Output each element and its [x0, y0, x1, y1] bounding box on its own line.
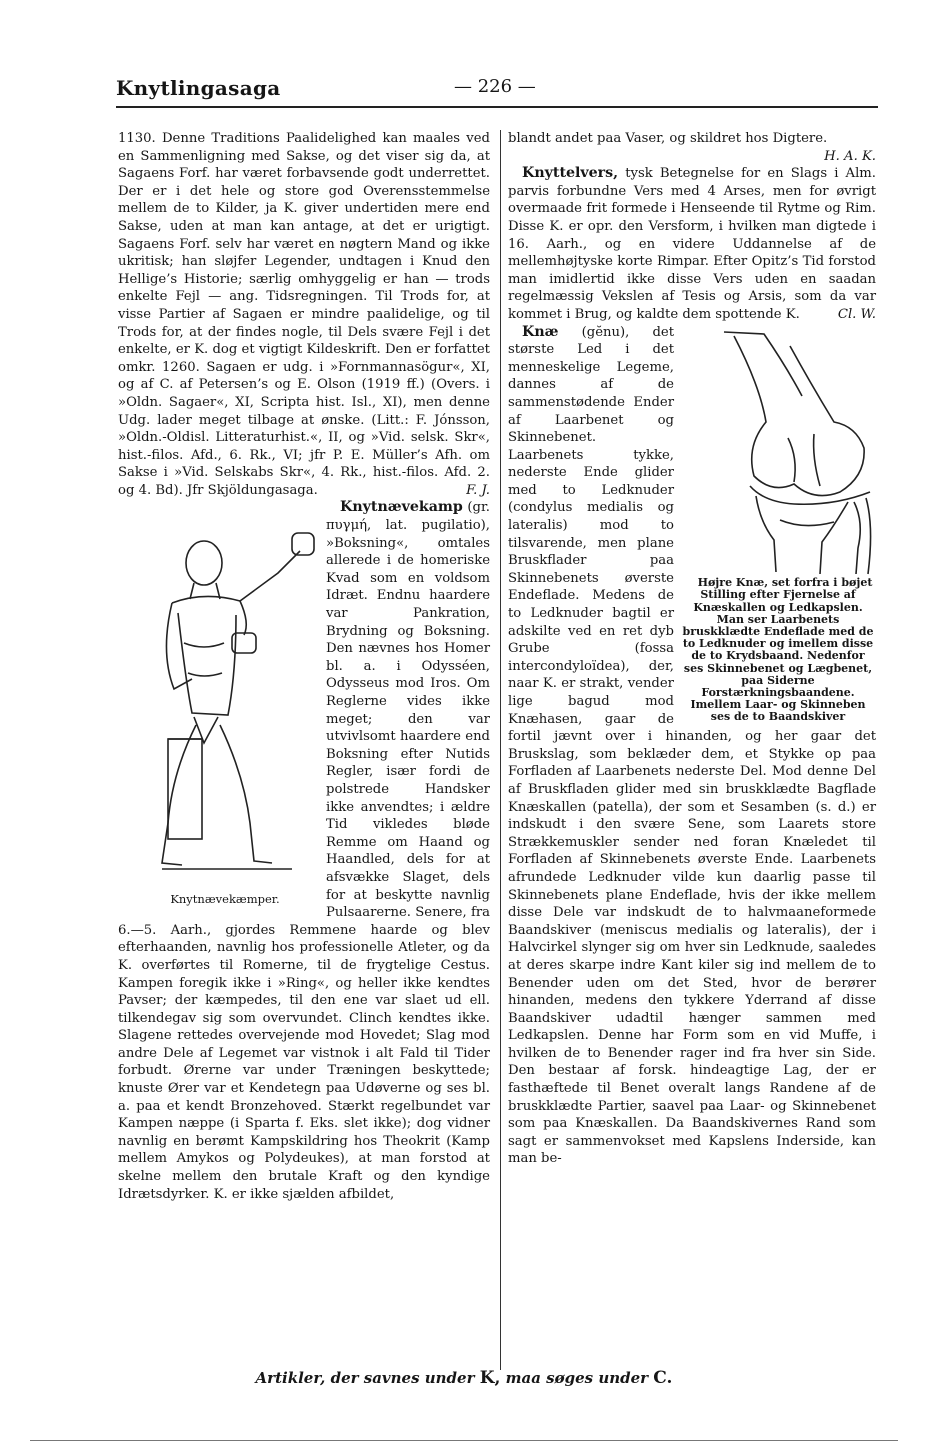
keyword-knytnaevekamp: Knytnævekamp	[340, 499, 463, 516]
article-knytlingasaga-end: 1130. Denne Traditions Paalidelighed kan maales ved en Sammenligning med Sakse, og det viser sig da, at Sagaens Forf. har været forbavsende godt underrettet. Der er i det hele og store god Overensstemmelse mellem de to Kilder, ja K. giver undertiden mere end Sakse, uden at man kan antage, at det er urigtigt. Sagaens Forf. selv har været en nøgtern Mand og ikke ukritisk; han sløjfer Legender, undtagen i Knud den Hellige’s Historie; særlig omhyggelig er han — trods enkelte Fejl — ang. Tidsregningen. Til Trods for, at visse Partier af Sagaen er mindre paalidelige, og til Trods for, at der findes nogle, til Dels svære Fejl i det enkelte, er K. dog et vigtigt Kildeskrift. Den er forfattet omkr. 1260. Sagaen er udg. i »Fornmannasögur«, XI, og af C. af Petersen’s og E. Olson (1919 ff.) (Overs. i »Oldn. Sagaer«, XI, Scripta hist. Isl., XI), men denne Udg. lader meget tilbage at ønske. (Litt.: F. Jónsson, »Oldn.-Oldisl. Litteraturhist.«, II, og »Vid. selsk. Skr«, hist.-filos. Afd., 6. Rk., VI; jfr P. E. Müller’s Afh. om Sakse i »Vid. Selskabs Skr«, 4. Rk., hist.-filos. Afd. 2. og 4. Bd). Jfr Skjöldungasaga. F. J.	[118, 131, 490, 498]
continuation-text: blandt andet paa Vaser, og skildret hos Digtere. H. A. K.	[508, 131, 876, 164]
header-title: Knytlingasaga	[116, 76, 281, 100]
right-column	[508, 130, 876, 1168]
header-rule	[116, 106, 878, 108]
column-divider	[500, 130, 501, 1370]
running-header	[116, 76, 876, 106]
article-knyttelvers: Knyttelvers, tysk Betegnelse for en Slags i Alm. parvis forbundne Vers med 4 Arses, men for øvrigt overmaade frit formede i Henseende til Rytme og Rim. Disse K. er opr. den Versform, i hvilken man digtede i 16. Aarh., og en videre Uddannelse af de mellemhøjtyske korte Rimpar. Efter Opitz’s Tid forstod man imidlertid ikke disse Vers uden en saadan regelmæssig Vekslen af Tesis og Arsis, som da var kommet i Brug, og kaldte dem spottende K. Cl. W.	[508, 165, 876, 322]
keyword-knyttelvers: Knyttelvers,	[522, 165, 619, 182]
article-knytnaevekamp: Knytnævekæmper. Knytnævekamp (gr. πυγμή, lat. pugilatio), »Boksning«, omtales allerede i de homeriske Kvad som en voldsom Idræt. Endnu haardere var Pankration, Brydning og Boksning. Den nævnes hos Homer bl. a. i Odysséen, Odysseus mod Iros. Om Reglerne vides ikke meget; den var utvivlsomt haardere end Boksning efter Nutids Regler, især fordi de polstrede Handsker ikke anvendtes; i ældre Tid vikledes bløde Remme om Haand og Haandled, dels for at afsvække Slaget, dels for at beskytte navnlig Pulsaarerne. Senere, fra 6.—5. Aarh., gjordes Remmene haarde og blev efterhaanden, navnlig hos professionelle Atleter, og da K. overførtes til Romerne, til de frygtelige Cestus. Kampen foregik ikke i »Ring«, og heller ikke kendtes Pavser; der kæmpedes, til den ene var slaet ud ell. tilkendegav sig som overvundet. Clinch kendtes ikke. Slagene rettedes overvejende mod Hovedet; Slag mod andre Dele af Legemet var vistnok i alt Fald til Tider forbudt. Ørerne var under Træningen beskyttede; knuste Ører var et Kendetegn paa Udøverne og ses bl. a. paa et kendt Bronzehoved. Stærkt regelbundet var Kampen næppe (i Sparta f. Eks. slet ikke); dog vidner navnlig en berømt Kampskildring hos Theokrit (Kamp mellem Amykos og Polydeukes), at man forstod at skelne mellem den brutale Kraft og den kyndige Idrætsdyrker. K. er ikke sjælden afbildet,	[118, 499, 490, 1202]
knee-illustration	[694, 326, 890, 576]
footer-letter-c: C.	[653, 1368, 673, 1388]
page-bottom-line	[30, 1440, 898, 1441]
footer-letter-k: K,	[479, 1368, 501, 1388]
article-knae: Højre Knæ, set forfra i bøjet Stilling efter Fjernelse af Knæskallen og Ledkapslen. Man ser Laarbenets bruskklædte Endeflade med de to Ledknuder og imellem disse de to Krydsbaand. Nedenfor ses Skinnebenet og Lægbenet, paa Siderne Forstærkningsbaandene. Imellem Laar- og Skinneben ses de to Baandskiver Knæ (gĕnu), det største Led i det menneskelige Legeme, dannes af de sammenstødende Ender af Laarbenet og Skinnebenet. Laarbenets tykke, nederste Ende glider med to Ledknuder (condylus medialis og lateralis) mod to tilsvarende, men plane Bruskflader paa Skinnebenets øverste Endeflade. Medens de to Ledknuder bagtil er adskilte ved en ret dyb Grube (fossa intercondyloïdea), der, naar K. er strakt, vender lige bagud mod Knæhasen, gaar de fortil jævnt over i hinanden, og her gaar det Bruskslag, som beklæder dem, et Stykke op paa Forfladen af Laarbenets nederste Del. Mod denne Del af Bruskfladen glider med sin bruskklædte Bagflade Knæskallen (patella), der som et Sesamben (s. d.) er indskudt i den svære Sene, som Laarets store Strækkemuskler sender ned foran Knæledet til Forfladen af Skinnebenets øverste Ende. Laarbenets afrundede Ledknuder vilde kun daarlig passe til Skinnebenets plane Endeflade, hvis der ikke mellem disse Dele var indskudt de to halvmaaneformede Baandskiver (meniscus medialis og lateralis), der i Halvcirkel slynger sig om hver sin Ledknude, saaledes at deres skarpe indre Kant kiler sig ind mellem de to Benender uden om det Sted, hvor de berører hinanden, medens den tykkere Yderrand af disse Baandskiver udadtil hænger sammen med Ledkapslen. Denne har Form som en vid Muffe, i hvilken de to Benender rager ind fra hver sin Side. Den bestaar af forsk. hindeagtige Lag, der er fasthæftede til Benet overalt langs Randene af de bruskklædte Partier, saavel paa Laar- og Skinnebenet som paa Knæskallen. Da Baandskivernes Rand som sagt er sammenvokset med Kapslens Inderside, kan man be-	[508, 324, 876, 1169]
boxer-figure	[118, 503, 318, 908]
boxer-caption: Knytnævekæmper.	[170, 891, 280, 906]
author-signature: Cl. W.	[837, 306, 876, 322]
left-column	[118, 130, 490, 1203]
footer-note: Artikler, der savnes under K, maa søges under C.	[255, 1368, 673, 1388]
author-signature: F. J.	[466, 482, 490, 498]
knee-figure	[680, 326, 876, 724]
author-signature: H. A. K.	[824, 148, 876, 164]
page-number: — 226 —	[454, 76, 536, 97]
keyword-knae: Knæ	[522, 323, 559, 340]
boxer-illustration	[132, 503, 332, 883]
knee-caption: Højre Knæ, set forfra i bøjet Stilling efter Fjernelse af Knæskallen og Ledkapslen. Man ser Laarbenets bruskklædte Endeflade med de to Ledknuder og imellem disse de to Krydsbaand. Nedenfor ses Skinnebenet og Lægbenet, paa Siderne Forstærkningsbaandene. Imellem Laar- og Skinneben ses de to Baandskiver	[682, 576, 874, 724]
